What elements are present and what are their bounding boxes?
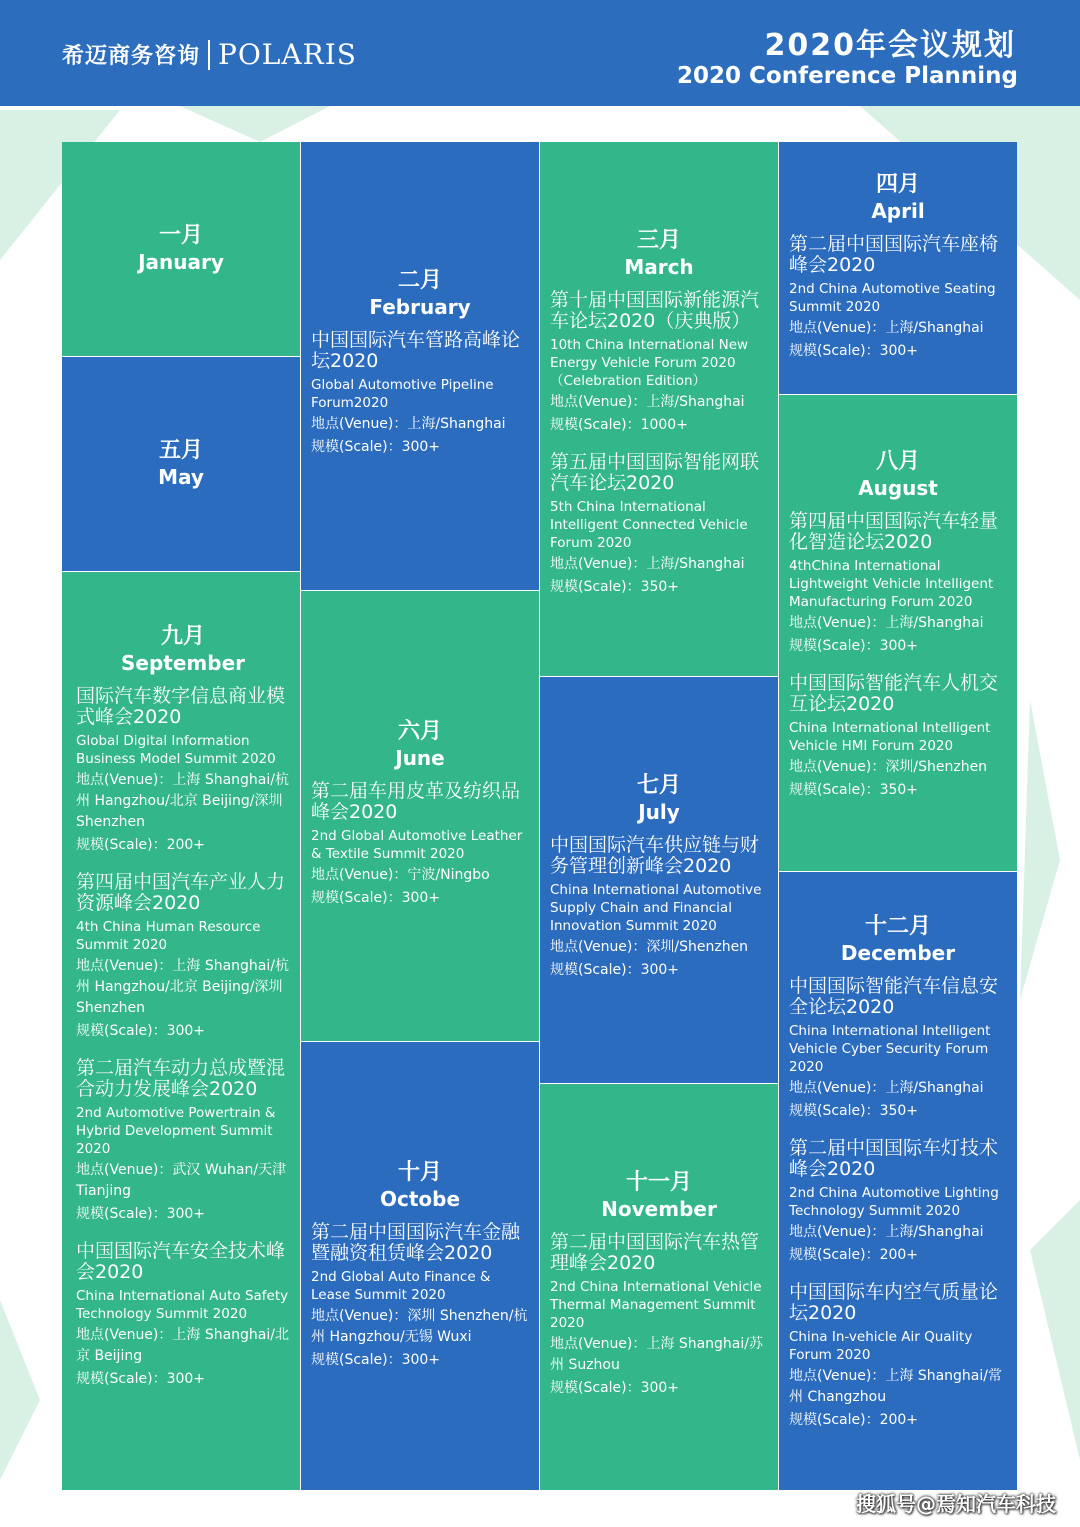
conference-venue: 地点(Venue)：上海/Shanghai — [550, 394, 745, 410]
conference-entry — [789, 511, 1007, 657]
conference-scale: 规模(Scale)：350+ — [789, 782, 919, 798]
page-title-english: 2020 Conference Planning — [677, 63, 1018, 89]
conference-entry — [789, 976, 1007, 1122]
month-block-april — [779, 142, 1017, 394]
month-name-chinese: 五月 — [158, 438, 203, 463]
conference-scale: 规模(Scale)：200+ — [76, 837, 206, 853]
month-name-english: August — [858, 476, 938, 500]
conference-title-chinese: 第二届中国国际汽车座椅峰会2020 — [789, 233, 999, 276]
month-name-chinese: 一月 — [158, 223, 203, 248]
conference-venue: 地点(Venue)：上海/Shanghai — [789, 1224, 984, 1240]
conference-entry — [550, 835, 768, 981]
month-name-chinese: 九月 — [160, 624, 205, 649]
conference-title-chinese: 第二届车用皮革及纺织品峰会2020 — [311, 780, 521, 823]
month-block-october — [301, 1042, 539, 1490]
conference-title-chinese: 第十届中国国际新能源汽车论坛2020（庆典版） — [550, 289, 760, 332]
conference-title-english: China International Intelligent Vehicle HMI Forum 2020 — [789, 720, 991, 754]
month-heading — [72, 438, 290, 490]
month-name-english: June — [395, 746, 445, 770]
month-name-english: May — [158, 465, 204, 489]
conference-entry — [311, 781, 529, 909]
conference-venue: 地点(Venue)：上海 Shanghai/常州 Changzhou — [789, 1368, 1002, 1405]
month-heading — [311, 719, 529, 771]
conference-scale: 规模(Scale)：1000+ — [550, 417, 688, 433]
conference-venue: 地点(Venue)：深圳 Shenzhen/杭州 Hangzhou/无锡 Wuxi — [311, 1308, 528, 1345]
conference-scale: 规模(Scale)：300+ — [76, 1206, 206, 1222]
month-block-march — [540, 142, 778, 676]
conference-entry — [311, 330, 529, 458]
month-block-december — [779, 872, 1017, 1490]
conference-title-chinese: 第二届中国国际车灯技术峰会2020 — [789, 1137, 999, 1180]
conference-title-english: Global Automotive Pipeline Forum2020 — [311, 377, 494, 411]
conference-scale: 规模(Scale)：300+ — [311, 1352, 441, 1368]
header-bar — [0, 0, 1080, 106]
conference-entry — [789, 234, 1007, 362]
conference-venue: 地点(Venue)：宁波/Ningbo — [311, 867, 490, 883]
conference-title-chinese: 中国国际车内空气质量论坛2020 — [789, 1281, 999, 1324]
conference-venue: 地点(Venue)：上海 Shanghai/苏州 Suzhou — [550, 1336, 763, 1373]
company-logo — [62, 38, 357, 71]
conference-venue: 地点(Venue)：上海/Shanghai — [789, 320, 984, 336]
conference-entry — [76, 872, 290, 1042]
conference-title-english: 4th China Human Resource Summit 2020 — [76, 919, 261, 953]
conference-scale: 规模(Scale)：300+ — [76, 1023, 206, 1039]
conference-entry — [311, 1222, 529, 1371]
conference-venue: 地点(Venue)：上海 Shanghai/北京 Beijing — [76, 1327, 289, 1364]
conference-title-chinese: 中国国际汽车供应链与财务管理创新峰会2020 — [550, 834, 760, 877]
conference-venue: 地点(Venue)：上海/Shanghai — [789, 615, 984, 631]
month-block-january — [62, 142, 300, 356]
month-block-august — [779, 395, 1017, 871]
conference-scale: 规模(Scale)：200+ — [789, 1247, 919, 1263]
conference-scale: 规模(Scale)：200+ — [789, 1412, 919, 1428]
conference-entry — [76, 1241, 290, 1390]
month-heading — [789, 172, 1007, 224]
conference-title-english: China International Auto Safety Technology Summit 2020 — [76, 1288, 289, 1322]
conference-title-chinese: 第二届中国国际汽车金融暨融资租赁峰会2020 — [311, 1221, 521, 1264]
conference-title-english: Global Digital Information Business Model Summit 2020 — [76, 733, 276, 767]
month-heading — [311, 268, 529, 320]
conference-venue: 地点(Venue)：上海/Shanghai — [311, 416, 506, 432]
conference-entry — [76, 686, 290, 856]
conference-entry — [550, 290, 768, 436]
conference-scale: 规模(Scale)：300+ — [311, 890, 441, 906]
conference-title-chinese: 国际汽车数字信息商业模式峰会2020 — [76, 685, 286, 728]
conference-scale: 规模(Scale)：350+ — [789, 1103, 919, 1119]
logo-english-name: POLARIS — [218, 38, 357, 71]
conference-entry — [76, 1058, 290, 1225]
conference-venue: 地点(Venue)：深圳/Shenzhen — [550, 939, 749, 955]
month-name-chinese: 四月 — [875, 172, 920, 197]
month-name-english: December — [840, 941, 956, 965]
month-heading — [789, 914, 1007, 966]
conference-title-english: 2nd China International Vehicle Thermal Management Summit 2020 — [550, 1279, 762, 1331]
month-block-november — [540, 1084, 778, 1490]
month-heading — [311, 1160, 529, 1212]
month-name-chinese: 八月 — [875, 449, 920, 474]
month-name-english: April — [871, 199, 925, 223]
conference-venue: 地点(Venue)：深圳/Shenzhen — [789, 759, 988, 775]
conference-venue: 地点(Venue)：上海 Shanghai/杭州 Hangzhou/北京 Beijing/深圳 Shenzhen — [76, 958, 289, 1016]
page-title-chinese: 2020年会议规划 — [764, 28, 1016, 63]
conference-entry — [550, 1232, 768, 1399]
month-name-english: July — [638, 800, 680, 824]
month-heading — [76, 624, 290, 676]
conference-venue: 地点(Venue)：武汉 Wuhan/天津 Tianjing — [76, 1162, 287, 1199]
month-name-english: September — [121, 651, 245, 675]
logo-chinese-name: 希迈商务咨询 — [62, 44, 201, 69]
conference-entry — [550, 452, 768, 598]
conference-scale: 规模(Scale)：300+ — [550, 962, 680, 978]
conference-title-chinese: 中国国际汽车管路高峰论坛2020 — [311, 329, 521, 372]
conference-title-chinese: 第二届汽车动力总成暨混合动力发展峰会2020 — [76, 1057, 286, 1100]
conference-title-chinese: 第二届中国国际汽车热管理峰会2020 — [550, 1231, 760, 1274]
month-name-chinese: 十月 — [397, 1160, 442, 1185]
conference-scale: 规模(Scale)：300+ — [76, 1371, 206, 1387]
month-name-english: Octobe — [379, 1187, 461, 1211]
month-block-june — [301, 591, 539, 1041]
month-name-chinese: 六月 — [397, 719, 442, 744]
conference-entry — [789, 1282, 1007, 1431]
month-block-september — [62, 572, 300, 1490]
month-block-february — [301, 142, 539, 590]
conference-title-english: 2nd Global Auto Finance & Lease Summit 2020 — [311, 1269, 491, 1303]
conference-title-chinese: 第五届中国国际智能网联汽车论坛2020 — [550, 451, 760, 494]
month-name-chinese: 三月 — [636, 228, 681, 253]
month-heading — [789, 449, 1007, 501]
conference-title-english: 2nd Automotive Powertrain & Hybrid Development Summit 2020 — [76, 1105, 276, 1157]
month-heading — [550, 1170, 768, 1222]
conference-scale: 规模(Scale)：350+ — [550, 579, 680, 595]
month-heading — [550, 228, 768, 280]
logo-divider — [208, 40, 210, 70]
conference-title-chinese: 中国国际智能汽车人机交互论坛2020 — [789, 672, 999, 715]
month-block-july — [540, 677, 778, 1083]
conference-entry — [789, 673, 1007, 801]
conference-title-english: 4thChina International Lightweight Vehicle Intelligent Manufacturing Forum 2020 — [789, 558, 994, 610]
conference-title-english: 2nd China Automotive Lighting Technology Summit 2020 — [789, 1185, 999, 1219]
conference-scale: 规模(Scale)：300+ — [550, 1380, 680, 1396]
conference-scale: 规模(Scale)：300+ — [311, 439, 441, 455]
conference-title-english: 2nd China Automotive Seating Summit 2020 — [789, 281, 996, 315]
conference-title-english: 10th China International New Energy Vehicle Forum 2020 （Celebration Edition） — [550, 337, 749, 389]
conference-title-english: 2nd Global Automotive Leather & Textile Summit 2020 — [311, 828, 523, 862]
month-name-chinese: 七月 — [636, 773, 681, 798]
month-name-english: March — [624, 255, 694, 279]
conference-venue: 地点(Venue)：上海 Shanghai/杭州 Hangzhou/北京 Beijing/深圳 Shenzhen — [76, 772, 289, 830]
conference-title-chinese: 第四届中国汽车产业人力资源峰会2020 — [76, 871, 286, 914]
month-name-english: November — [601, 1197, 717, 1221]
conference-title-chinese: 第四届中国国际汽车轻量化智造论坛2020 — [789, 510, 999, 553]
conference-scale: 规模(Scale)：300+ — [789, 638, 919, 654]
conference-title-english: 5th China International Intelligent Connected Vehicle Forum 2020 — [550, 499, 748, 551]
conference-title-chinese: 中国国际智能汽车信息安全论坛2020 — [789, 975, 999, 1018]
month-name-chinese: 十一月 — [625, 1170, 692, 1195]
conference-title-chinese: 中国国际汽车安全技术峰会2020 — [76, 1240, 286, 1283]
conference-title-english: China In-vehicle Air Quality Forum 2020 — [789, 1329, 973, 1363]
month-heading — [550, 773, 768, 825]
conference-scale: 规模(Scale)：300+ — [789, 343, 919, 359]
month-block-may — [62, 357, 300, 571]
conference-title-english: China International Automotive Supply Chain and Financial Innovation Summit 2020 — [550, 882, 762, 934]
month-name-chinese: 十二月 — [864, 914, 931, 939]
conference-title-english: China International Intelligent Vehicle Cyber Security Forum 2020 — [789, 1023, 991, 1075]
month-name-chinese: 二月 — [397, 268, 442, 293]
source-watermark: 搜狐号@焉知汽车科技 — [856, 1492, 1056, 1516]
month-heading — [72, 223, 290, 275]
month-name-english: January — [138, 250, 224, 274]
conference-entry — [789, 1138, 1007, 1266]
conference-venue: 地点(Venue)：上海/Shanghai — [550, 556, 745, 572]
month-name-english: February — [369, 295, 471, 319]
conference-venue: 地点(Venue)：上海/Shanghai — [789, 1080, 984, 1096]
